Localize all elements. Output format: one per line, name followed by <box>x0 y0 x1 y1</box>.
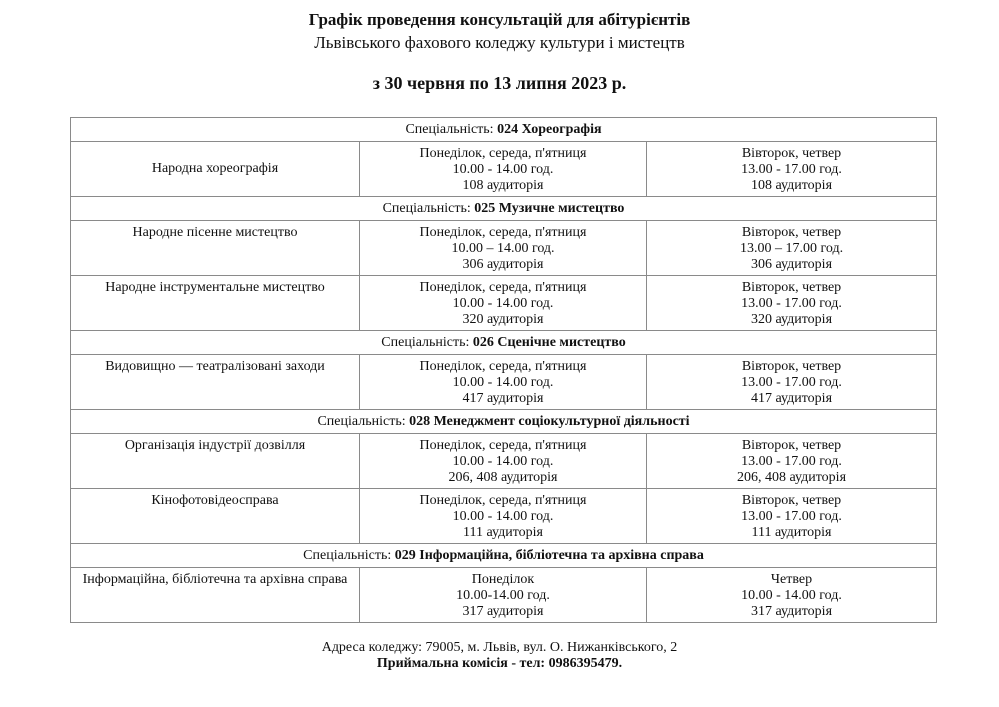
slot-days: Понеділок, середа, п'ятниця <box>419 493 587 508</box>
slot-days: Понеділок, середа, п'ятниця <box>419 225 587 240</box>
slot-room: 111 аудиторія <box>751 525 832 540</box>
specialty-header-row <box>71 544 937 568</box>
document-subtitle: Львівського фахового коледжу культури і мистецтв <box>314 33 685 52</box>
slot-days: Вівторок, четвер <box>741 438 842 453</box>
program-name: Народна хореографія <box>71 142 360 197</box>
table-row <box>71 355 937 410</box>
table-row <box>71 221 937 276</box>
specialty-label: Спеціальність: <box>382 201 475 216</box>
specialty-header-row <box>71 118 937 142</box>
slot-days: Понеділок, середа, п'ятниця <box>419 146 587 161</box>
slot-time: 10.00 – 14.00 год. <box>451 241 555 256</box>
slot-days: Четвер <box>770 572 813 587</box>
specialty-label: Спеціальність: <box>303 548 395 563</box>
schedule-slot-1 <box>360 221 647 276</box>
schedule-slot-1 <box>360 489 647 544</box>
schedule-slot-2 <box>647 434 937 489</box>
program-name: Інформаційна, бібліотечна та архівна справа <box>71 568 360 623</box>
document-header <box>0 8 999 95</box>
schedule-slot-1 <box>360 142 647 197</box>
specialty-header-row <box>71 331 937 355</box>
slot-room: 417 аудиторія <box>462 391 544 406</box>
table-row <box>71 276 937 331</box>
slot-days: Вівторок, четвер <box>741 280 842 295</box>
schedule-slot-1 <box>360 276 647 331</box>
slot-room: 206, 408 аудиторія <box>448 470 558 485</box>
schedule-slot-2 <box>647 489 937 544</box>
slot-days: Вівторок, четвер <box>741 493 842 508</box>
schedule-slot-1 <box>360 355 647 410</box>
specialty-header <box>71 197 937 221</box>
program-name: Народне пісенне мистецтво <box>71 221 360 276</box>
slot-time: 13.00 - 17.00 год. <box>741 375 842 390</box>
slot-time: 13.00 – 17.00 год. <box>739 241 844 256</box>
admissions-contact: Приймальна комісія - тел: 0986395479. <box>376 656 623 671</box>
slot-room: 317 аудиторія <box>751 604 833 619</box>
slot-time: 13.00 - 17.00 год. <box>741 162 842 177</box>
schedule-slot-2 <box>647 276 937 331</box>
slot-time: 10.00 - 14.00 год. <box>741 588 842 603</box>
slot-room: 417 аудиторія <box>751 391 833 406</box>
consultation-schedule-table <box>70 117 937 623</box>
slot-room: 306 аудиторія <box>751 257 833 272</box>
slot-days: Вівторок, четвер <box>741 359 842 374</box>
slot-time: 13.00 - 17.00 год. <box>741 296 842 311</box>
specialty-title: 026 Сценічне мистецтво <box>472 335 626 350</box>
document-footer <box>0 640 999 672</box>
program-name: Народне інструментальне мистецтво <box>71 276 360 331</box>
slot-days: Вівторок, четвер <box>741 225 842 240</box>
program-name: Видовищно — театралізовані заходи <box>71 355 360 410</box>
college-address: Адреса коледжу: 79005, м. Львів, вул. О. Нижанківського, 2 <box>321 640 678 655</box>
slot-room: 320 аудиторія <box>751 312 833 327</box>
slot-time: 10.00 - 14.00 год. <box>452 375 554 390</box>
specialty-label: Спеціальність: <box>405 122 498 137</box>
schedule-slot-1 <box>360 434 647 489</box>
schedule-slot-2 <box>647 221 937 276</box>
slot-time: 10.00 - 14.00 год. <box>452 454 554 469</box>
slot-days: Вівторок, четвер <box>741 146 842 161</box>
slot-room: 111 аудиторія <box>463 525 543 540</box>
schedule-slot-2 <box>647 142 937 197</box>
slot-days: Понеділок <box>471 572 535 587</box>
slot-room: 306 аудиторія <box>462 257 544 272</box>
specialty-title: 024 Хореографія <box>497 122 602 137</box>
specialty-label: Спеціальність: <box>381 335 473 350</box>
slot-time: 10.00 - 14.00 год. <box>452 296 554 311</box>
specialty-header <box>71 331 937 355</box>
table-row <box>71 568 937 623</box>
schedule-slot-2 <box>647 568 937 623</box>
table-row <box>71 434 937 489</box>
slot-days: Понеділок, середа, п'ятниця <box>419 438 587 453</box>
slot-room: 108 аудиторія <box>751 178 833 193</box>
program-name: Організація індустрії дозвілля <box>71 434 360 489</box>
slot-time: 10.00 - 14.00 год. <box>452 162 554 177</box>
date-range: з 30 червня по 13 липня 2023 р. <box>372 73 627 93</box>
table-row <box>71 489 937 544</box>
specialty-title: 029 Інформаційна, бібліотечна та архівна справа <box>394 548 704 563</box>
specialty-header <box>71 410 937 434</box>
specialty-header-row <box>71 197 937 221</box>
schedule-slot-1 <box>360 568 647 623</box>
specialty-title: 028 Менеджмент соціокультурної діяльності <box>409 414 690 429</box>
specialty-label: Спеціальність: <box>317 414 410 429</box>
specialty-header <box>71 118 937 142</box>
slot-room: 206, 408 аудиторія <box>737 470 847 485</box>
specialty-header-row <box>71 410 937 434</box>
specialty-title: 025 Музичне мистецтво <box>474 201 625 216</box>
slot-room: 108 аудиторія <box>462 178 544 193</box>
slot-time: 10.00 - 14.00 год. <box>452 509 554 524</box>
slot-room: 320 аудиторія <box>462 312 544 327</box>
slot-days: Понеділок, середа, п'ятниця <box>419 359 587 374</box>
program-name: Кінофотовідеосправа <box>71 489 360 544</box>
specialty-header <box>71 544 937 568</box>
slot-time: 13.00 - 17.00 год. <box>741 454 842 469</box>
slot-time: 10.00-14.00 год. <box>456 588 550 603</box>
slot-time: 13.00 - 17.00 год. <box>741 509 842 524</box>
schedule-slot-2 <box>647 355 937 410</box>
slot-days: Понеділок, середа, п'ятниця <box>419 280 587 295</box>
document-title: Графік проведення консультацій для абітурієнтів <box>308 10 691 29</box>
slot-room: 317 аудиторія <box>462 604 544 619</box>
table-row <box>71 142 937 197</box>
